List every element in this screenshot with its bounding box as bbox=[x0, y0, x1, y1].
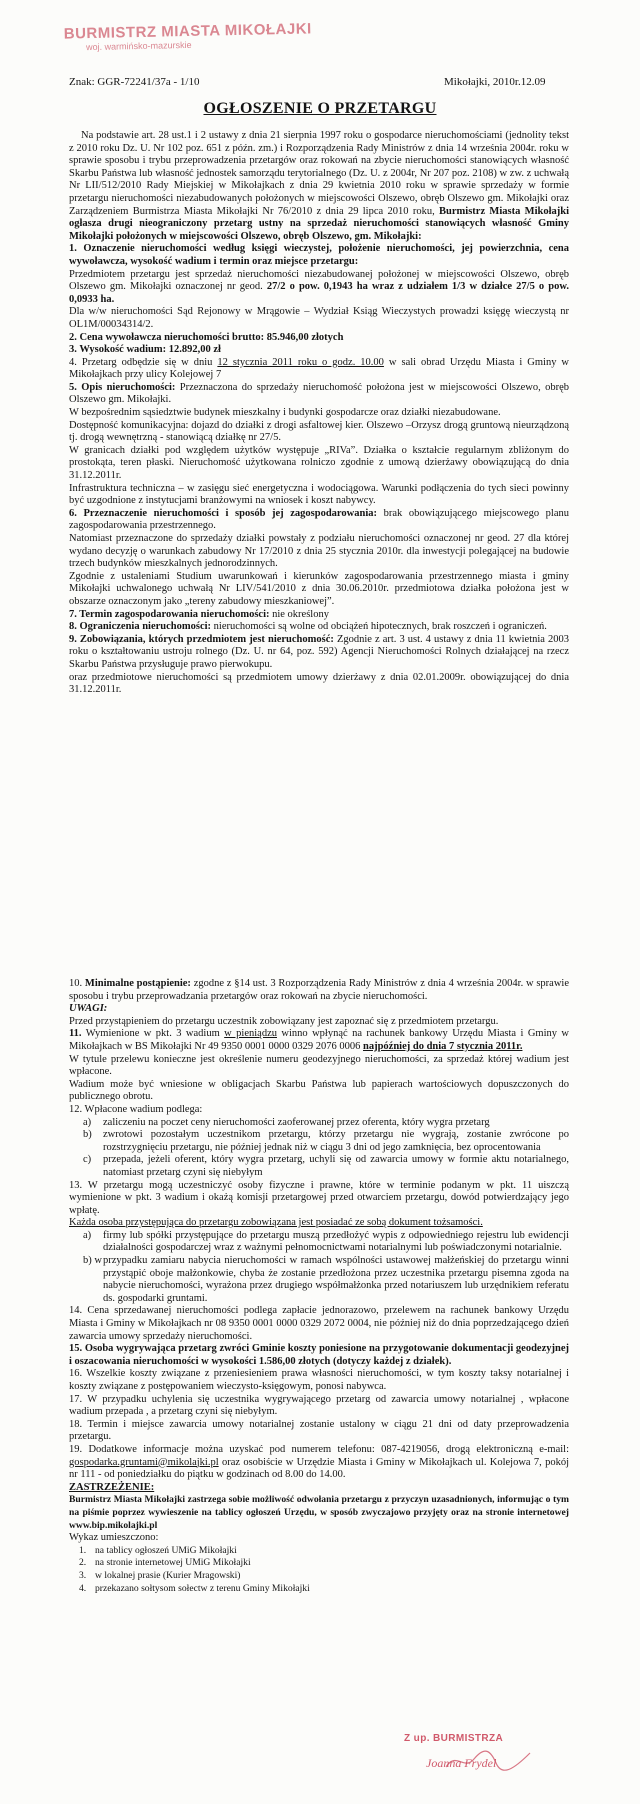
section-3-number: 3. bbox=[69, 344, 77, 356]
section-11-account: winno wpłynąć na rachunek bankowy Urzędu Miasta i Gminy w Mikołajkach w BS Mikołajki Nr 49 9350 0001 0000 0329 2076 0006 bbox=[69, 1028, 570, 1052]
section-4-pre: Przetarg odbędzie się w dniu bbox=[81, 356, 218, 368]
reservation-text: Burmistrz Miasta Mikołajki zastrzega sobie możliwość odwołania przetargu z przyczyn uzasadnionych, informując o tym na piśmie poprzez wywieszenie na tablicy ogłoszeń Urzędu, w sposób zwyczajowo przyjęty oraz na stronie internetowej www.bip.mikolajki.pl bbox=[69, 1494, 569, 1531]
section-11-transfer-title: W tytule przelewu konieczne jest określenie numeru geodezyjnego nieruchomości, za sprzedaż której wadium jest wpłacone. bbox=[69, 1053, 569, 1078]
list-marker: c) bbox=[83, 1154, 92, 1166]
contact-email-link[interactable]: gospodarka.gruntami@mikolajki.pl bbox=[69, 1456, 219, 1468]
placement-heading: Wykaz umieszczono: bbox=[69, 1532, 159, 1544]
list-text: przekazano sołtysom sołectw z terenu Gminy Mikołajki bbox=[95, 1582, 310, 1594]
section-11-cash: w pieniądzu bbox=[224, 1028, 277, 1040]
document-date: Mikołajki, 2010r.12.09 bbox=[444, 76, 546, 88]
list-marker: a) bbox=[83, 1229, 92, 1241]
section-17: 17. W przypadku uchylenia się uczestnika wygrywającego przetarg od zawarcia umowy notarialnej , wpłacone wadium przepada , a przetarg czyni się niebyłym. bbox=[69, 1393, 569, 1418]
list-text: w lokalnej prasie (Kurier Mragowski) bbox=[95, 1569, 241, 1581]
list-marker: a) bbox=[83, 1116, 92, 1128]
section-5-access: Dostępność komunikacyjna: dojazd do działki z drogi asfaltowej kier. Olszewo –Orzysz drogą gruntową nieurządzoną tj. drogą wewnętrzną - stanowiącą działkę nr 27/5. bbox=[69, 419, 569, 444]
section-2-number: 2. bbox=[69, 331, 77, 343]
section-6-text: brak obowiązującego miejscowego planu zagospodarowania przestrzennego. bbox=[69, 507, 569, 532]
section-11-pre: Wymienione w pkt. 3 wadium bbox=[85, 1028, 225, 1040]
section-5-label: 5. Opis nieruchomości: bbox=[69, 381, 176, 393]
section-7-label: 7. Termin zagospodarowania nieruchomości: bbox=[69, 608, 270, 620]
section-8-text: nieruchomości są wolne od obciążeń hipotecznych, brak roszczeń i ograniczeń. bbox=[211, 621, 547, 633]
section-14: 14. Cena sprzedawanej nieruchomości podlega zapłacie jednorazowo, przelewem na rachunek bankowy Urzędu Miasta i Gminy w Mikołajkach nr 08 9350 0001 0000 0329 2072 0004, nie później niż do dnia poprzedzającego dzień zawarcia umowy sprzedaży nieruchomości. bbox=[69, 1305, 569, 1342]
section-4-date: 12 stycznia 2011 roku o godz. 10.00 bbox=[217, 356, 384, 368]
list-text: zwrotowi pozostałym uczestnikom przetargu, którzy przetargu nie wygrają, zostanie zwrócone po rozstrzygnięciu przetargu, nie później jednak niż w ciągu 3 dni od jego zamknięcia, bez oprocentowania bbox=[103, 1129, 569, 1153]
list-item bbox=[69, 1545, 569, 1558]
list-text: firmy lub spółki przystępujące do przetargu muszą przedłożyć wypis z odpowiedniego rejestru lub ewidencji działalności gospodarczej wraz z ważnymi pełnomocnictwami notarialnymi lub poświadczonymi notarialnie. bbox=[103, 1229, 569, 1254]
section-3 bbox=[69, 344, 569, 357]
section-13-identity: Każda osoba przystępująca do przetargu zobowiązana jest posiadać ze sobą dokument tożsamości. bbox=[69, 1217, 483, 1229]
section-5-land-use: W granicach działki pod względem użytków występuje „RIVa”. Działka o kształcie regularnym zbliżonym do prostokąta, teren płaski. Nieruchomość użytkowana rolniczo zgodnie z umową dzierżawy obowiązującą do dnia 31.12.2011r. bbox=[69, 444, 569, 482]
section-8 bbox=[69, 621, 569, 634]
list-text: przepada, jeżeli oferent, który wygra przetarg, uchyli się od zawarcia umowy w formie aktu notarialnego, natomiast przetarg czyni się niebyłym bbox=[103, 1154, 569, 1178]
list-item bbox=[69, 1255, 569, 1305]
list-item bbox=[69, 1557, 569, 1570]
list-marker: b) w bbox=[83, 1255, 102, 1267]
section-6 bbox=[69, 508, 569, 533]
section-11-number: 11. bbox=[69, 1028, 82, 1040]
section-2-price: Cena wywoławcza nieruchomości brutto: 85.946,00 złotych bbox=[79, 331, 344, 343]
section-3-deposit: Wysokość wadium: 12.892,00 zł bbox=[79, 344, 221, 356]
section-6-division: Natomiast przeznaczone do sprzedaży działki powstały z podziału nieruchomości oznaczonej nr geod. 27 dla której wydano decyzję o warunkach zabudowy Nr 17/2010 z dnia 25 stycznia 2010r. dla inwestycji polegającej na budowie trzech budynków mieszkalnych jednorodzinnych. bbox=[69, 533, 569, 570]
list-marker: 3. bbox=[79, 1569, 87, 1581]
stamp-line-2: woj. warmińsko-mazurskie bbox=[85, 39, 192, 53]
section-1-heading: 1. Oznaczenie nieruchomości według księgi wieczystej, położenie nieruchomości, jej powierzchnia, cena wywoławcza, wysokość wadium i termin oraz miejsce przetargu: bbox=[69, 243, 569, 267]
section-11 bbox=[69, 1028, 569, 1053]
remarks-heading: UWAGI: bbox=[69, 1003, 108, 1015]
section-9-text: Zgodnie z art. 3 ust. 4 ustawy z dnia 11 kwietnia 2003 roku o kształtowaniu ustroju rolnego (Dz. U. nr 64, poz. 592) Agencji Nieruchomości Rolnych działającej na rzecz Skarbu Państwa przysługuje prawo pierwokupu. bbox=[69, 633, 569, 670]
section-4 bbox=[69, 357, 569, 382]
section-4-post: w sali obrad Urzędu Miasta i Gminy w Mikołajkach przy ulicy Kolejowej 7 bbox=[69, 356, 570, 381]
section-19-post: oraz osobiście w Urzędzie Miasta i Gminy w Mikołajkach ul. Kolejowa 7, pokój nr 111 - od poniedziałku do piątku w godzinach od 8.00 do 14.00. bbox=[69, 1456, 569, 1481]
section-12-list bbox=[69, 1117, 569, 1180]
list-item bbox=[69, 1570, 569, 1583]
section-1-parcel: 27/2 o pow. 0,1943 ha wraz z udziałem 1/3 w działce 27/5 o pow. 0,0933 ha. bbox=[69, 281, 569, 305]
office-stamp bbox=[63, 20, 312, 63]
section-2 bbox=[69, 332, 569, 345]
section-6-study: Zgodnie z ustaleniami Studium uwarunkowań i kierunków zagospodarowania przestrzennego miasta i gminy Mikołajki uchwalonego uchwałą Nr LIV/541/2010 z dnia 30.06.2010r. przedmiotowa działka położona jest w obszarze oznaczonym jako „tereny zabudowy mieszkaniowej”. bbox=[69, 570, 569, 607]
document-title: OGŁOSZENIE O PRZETARGU bbox=[203, 100, 437, 117]
list-marker: b) bbox=[83, 1129, 92, 1141]
reservation-heading: ZASTRZEŻENIE: bbox=[69, 1481, 155, 1493]
section-5-infrastructure: Infrastruktura techniczna – w zasięgu sieć energetyczna i wodociągowa. Warunki podłączenia do tych sieci powinny być uzgodnione z instytucjami branżowymi na wniosek i koszt nabywcy. bbox=[69, 482, 569, 507]
list-text: przypadku zamiaru nabycia nieruchomości w ramach wspólności ustawowej małżeńskiej do przetargu winni przystąpić oboje małżonkowie, chyba że zostanie przedłożona przez uczestnika przetargu pisemna zgoda na nabycie nieruchomości, wyrażona przez drugiego współmałżonka przed notariuszem lub urzędnikiem referatu ds. gospodarki gruntami. bbox=[103, 1255, 569, 1304]
section-9-lease: oraz przedmiotowe nieruchomości są przedmiotem umowy dzierżawy z dnia 02.01.2009r. obowiązującej do dnia 31.12.2011r. bbox=[69, 671, 569, 696]
section-4-number: 4. bbox=[69, 356, 77, 368]
main-body-upper bbox=[69, 130, 569, 697]
signature-line-1: Z up. BURMISTRZA bbox=[404, 1733, 504, 1744]
section-11-bonds: Wadium może być wniesione w obligacjach Skarbu Państwa lub papierach wartościowych dopuszczonych do publicznego obrotu. bbox=[69, 1078, 569, 1103]
list-item bbox=[69, 1129, 569, 1154]
list-text: na stronie internetowej UMiG Mikołajki bbox=[95, 1557, 251, 1569]
list-marker: 2. bbox=[79, 1557, 87, 1569]
list-marker: 1. bbox=[79, 1544, 87, 1556]
placement-list bbox=[69, 1545, 569, 1595]
section-18: 18. Termin i miejsce zawarcia umowy notarialnej zostanie ustalony w ciągu 21 dni od daty przeprowadzenia przetargu. bbox=[69, 1418, 569, 1443]
section-6-label: 6. Przeznaczenie nieruchomości i sposób jej zagospodarowania: bbox=[69, 507, 377, 519]
section-1-land-register: Dla w/w nieruchomości Sąd Rejonowy w Mrągowie – Wydział Ksiąg Wieczystych prowadzi księgę wieczystą nr OL1M/00034314/2. bbox=[69, 306, 569, 330]
section-5-text: Przeznaczona do sprzedaży nieruchomość położona jest w miejscowości Olszewo, obręb Olszewo gm. Mikołajki. bbox=[69, 381, 569, 406]
section-5-neighbourhood: W bezpośrednim sąsiedztwie budynek mieszkalny i budynki gospodarcze oraz działki niezabudowane. bbox=[69, 407, 501, 419]
list-item bbox=[69, 1154, 569, 1179]
section-13-list bbox=[69, 1230, 569, 1306]
signature-line-2: Joanna Frydel bbox=[426, 1756, 497, 1770]
section-10-number: 10. bbox=[69, 978, 83, 989]
list-marker: 4. bbox=[79, 1582, 87, 1594]
list-item bbox=[69, 1583, 569, 1596]
section-8-label: 8. Ograniczenia nieruchomości: bbox=[69, 621, 212, 633]
section-19 bbox=[69, 1444, 569, 1482]
intro-paragraph bbox=[69, 130, 569, 243]
section-7 bbox=[69, 609, 569, 622]
signature-stamp bbox=[404, 1733, 554, 1793]
section-10-label: Minimalne postąpienie: bbox=[84, 978, 191, 989]
section-15: 15. Osoba wygrywająca przetarg zwróci Gminie koszty poniesione na przygotowanie dokumentacji geodezyjnej i oszacowania nieruchomości w wysokości 1.586,00 złotych (dotyczy każdej z działek). bbox=[69, 1343, 569, 1367]
section-1-desc: Przedmiotem przetargu jest sprzedaż nieruchomości niezabudowanej położonej w miejscowości Olszewo, obręb Olszewo gm. Mikołajki oznaczonej nr geod. bbox=[69, 268, 569, 293]
list-text: na tablicy ogłoszeń UMiG Mikołajki bbox=[95, 1544, 237, 1556]
section-19-pre: 19. Dodatkowe informacje można uzyskać pod numerem telefonu: 087-4219056, drogą elektroniczną e-mail: bbox=[69, 1443, 569, 1455]
section-9 bbox=[69, 634, 569, 672]
section-9-label: 9. Zobowiązania, których przedmiotem jest nieruchomość: bbox=[69, 633, 334, 645]
section-10-text: zgodne z §14 ust. 3 Rozporządzenia Rady Ministrów z dnia 4 września 2004r. w sprawie sposobu i trybu przeprowadzania przetargów oraz rokowań na zbycie nieruchomości. bbox=[69, 978, 569, 1002]
section-7-text: nie określony bbox=[269, 608, 329, 620]
section-12-heading: 12. Wpłacone wadium podlega: bbox=[69, 1103, 203, 1115]
list-text: zaliczeniu na poczet ceny nieruchomości zaoferowanej przez oferenta, który wygra przetarg bbox=[103, 1116, 490, 1128]
section-1-text bbox=[69, 269, 569, 307]
intro-announcement: Burmistrz Miasta Mikołajki ogłasza drugi nieograniczony przetarg ustny na sprzedaż nieruchomości stanowiących własność Gminy Mikołajki położonych w miejscowości Olszewo, obręb Olszewo, gm. Mikołajki: bbox=[69, 205, 569, 242]
remarks-text: Przed przystąpieniem do przetargu uczestnik zobowiązany jest zapoznać się z przedmiotem przetargu. bbox=[69, 1015, 499, 1027]
stamp-line-1: BURMISTRZ MIASTA MIKOŁAJKI bbox=[63, 20, 312, 43]
main-body-lower bbox=[69, 978, 569, 1595]
section-10 bbox=[69, 978, 569, 1003]
list-item bbox=[69, 1230, 569, 1255]
section-5 bbox=[69, 382, 569, 407]
section-13: 13. W przetargu mogą uczestniczyć osoby fizyczne i prawne, które w terminie podanym w pkt. 11 uiszczą wymienione w pkt. 3 wadium i okażą komisji przetargowej przed otwarciem przetargu, dowód potwierdzający jego wpłatę. bbox=[69, 1179, 569, 1216]
section-11-deadline: najpóźniej do dnia 7 stycznia 2011r. bbox=[363, 1040, 523, 1052]
list-item bbox=[69, 1117, 569, 1130]
section-16: 16. Wszelkie koszty związane z przeniesieniem prawa własności nieruchomości, w tym koszty taksy notarialnej i koszty związane z postępowaniem wieczysto-księgowym, ponosi nabywca. bbox=[69, 1368, 569, 1392]
intro-text: Na podstawie art. 28 ust.1 i 2 ustawy z dnia 21 sierpnia 1997 roku o gospodarce nieruchomościami (jednolity tekst z 2010 roku Dz. U. Nr 102 poz. 651 z późn. zm.) i Rozporządzenia Rady Ministrów z dnia 14 września 2004r. roku w sprawie sposobu i trybu przeprowadzenia przetargów oraz rokowań na zbycie nieruchomości stanowiących własność Skarbu Państwa lub własność jednostek samorządu terytorialnego (Dz. U. z 2004r, Nr 207 poz. 2108) w zw. z uchwałą Nr LII/512/2010 Rady Miejskiej w Mikołajkach z dnia 29 kwietnia 2010 roku w sprawie sprzedaży w formie przetargu nieruchomości niezabudowanych położonych w miejscowości Olszewo, obręb Olszewo gm. Mikołajki oraz Zarządzeniem Burmistrza Miasta Mikołajki Nr 76/2010 z dnia 29 lipca 2010 roku, bbox=[69, 130, 569, 217]
reference-number: Znak: GGR-72241/37a - 1/10 bbox=[69, 76, 200, 88]
